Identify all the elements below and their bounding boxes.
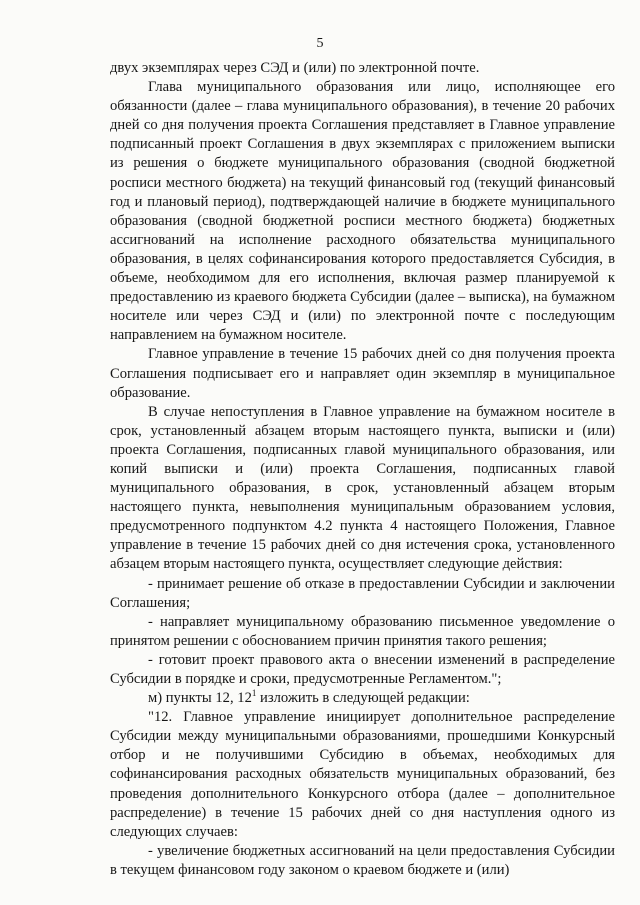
paragraph-continuation: двух экземплярах через СЭД и (или) по электронной почте.: [110, 60, 480, 76]
action-item-notification: - направляет муниципальному образованию письменное уведомление о принятом решении с обоснованием причин принятия такого решения;: [110, 613, 615, 649]
paragraph-signing: Главное управление в течение 15 рабочих дней со дня получения проекта Соглашения подписывает его и направляет один экземпляр в муниципальное образование.: [110, 346, 615, 401]
paragraph-point-12: "12. Главное управление инициирует дополнительное распределение Субсидии между муниципальными образованиями, прошедшими Конкурсный отбор и не получившими Субсидию в объемах, необходимых для софинансирования расходных обязательств муниципальных образований, без проведения дополнительного Конкурсного отбора (далее – дополнительное распределение) в течение 15 рабочих дней со дня наступления одного из следующих случаев:: [110, 709, 615, 840]
item-m-before: м) пункты 12, 12: [148, 690, 252, 707]
paragraph-non-receipt: В случае непоступления в Главное управление на бумажном носителе в срок, установленный абзацем вторым настоящего пункта, выписки и (или) проекта Соглашения, подписанных главой муниципального образования, или копий выписки и (или) проекта Соглашения, подписанных главой муниципального образования, в срок, установленный абзацем вторым настоящего пункта, невыполнения муниципальным образованием условия, предусмотренного подпунктом 4.2 пункта 4 настоящего Положения, Главное управление в течение 15 рабочих дней со дня истечения срока, установленного абзацем вторым настоящего пункта, осуществляет следующие действия:: [110, 403, 615, 573]
item-m-superscript: 1: [251, 688, 257, 699]
action-item-legal-act: - готовит проект правового акта о внесении изменений в распределение Субсидии в порядке и сроки, предусмотренные Регламентом.";: [110, 651, 615, 687]
paragraph-item-m: [110, 689, 615, 708]
paragraph-case-increase: - увеличение бюджетных ассигнований на цели предоставления Субсидии в текущем финансовом году законом о краевом бюджете и (или): [110, 842, 615, 878]
action-item-refusal: - принимает решение об отказе в предоставлении Субсидии и заключении Соглашения;: [110, 575, 615, 611]
document-body: [110, 59, 615, 880]
item-m-after: изложить в следующей редакции:: [256, 690, 470, 707]
page-number: 5: [316, 36, 324, 51]
paragraph-head-submission: Глава муниципального образования или лицо, исполняющее его обязанности (далее – глава муниципального образования), в течение 20 рабочих дней со дня получения проекта Соглашения представляет в Главное управление подписанный проект Соглашения в двух экземплярах с приложением выписки из решения о бюджете муниципального образования (сводной бюджетной росписи местного бюджета) на текущий финансовый год (текущий финансовый год и плановый период), подтверждающей наличие в бюджете муниципального образования (сводной бюджетной росписи местного бюджета) бюджетных ассигнований на исполнение расходного обязательства муниципального образования, в целях софинансирования которого предоставляется Субсидия, в объеме, необходимом для его исполнения, включая размер планируемой к предоставлению из краевого бюджета Субсидии (далее – выписка), на бумажном носителе или через СЭД и (или) по электронной почте с последующим направлением на бумажном носителе.: [110, 79, 615, 344]
